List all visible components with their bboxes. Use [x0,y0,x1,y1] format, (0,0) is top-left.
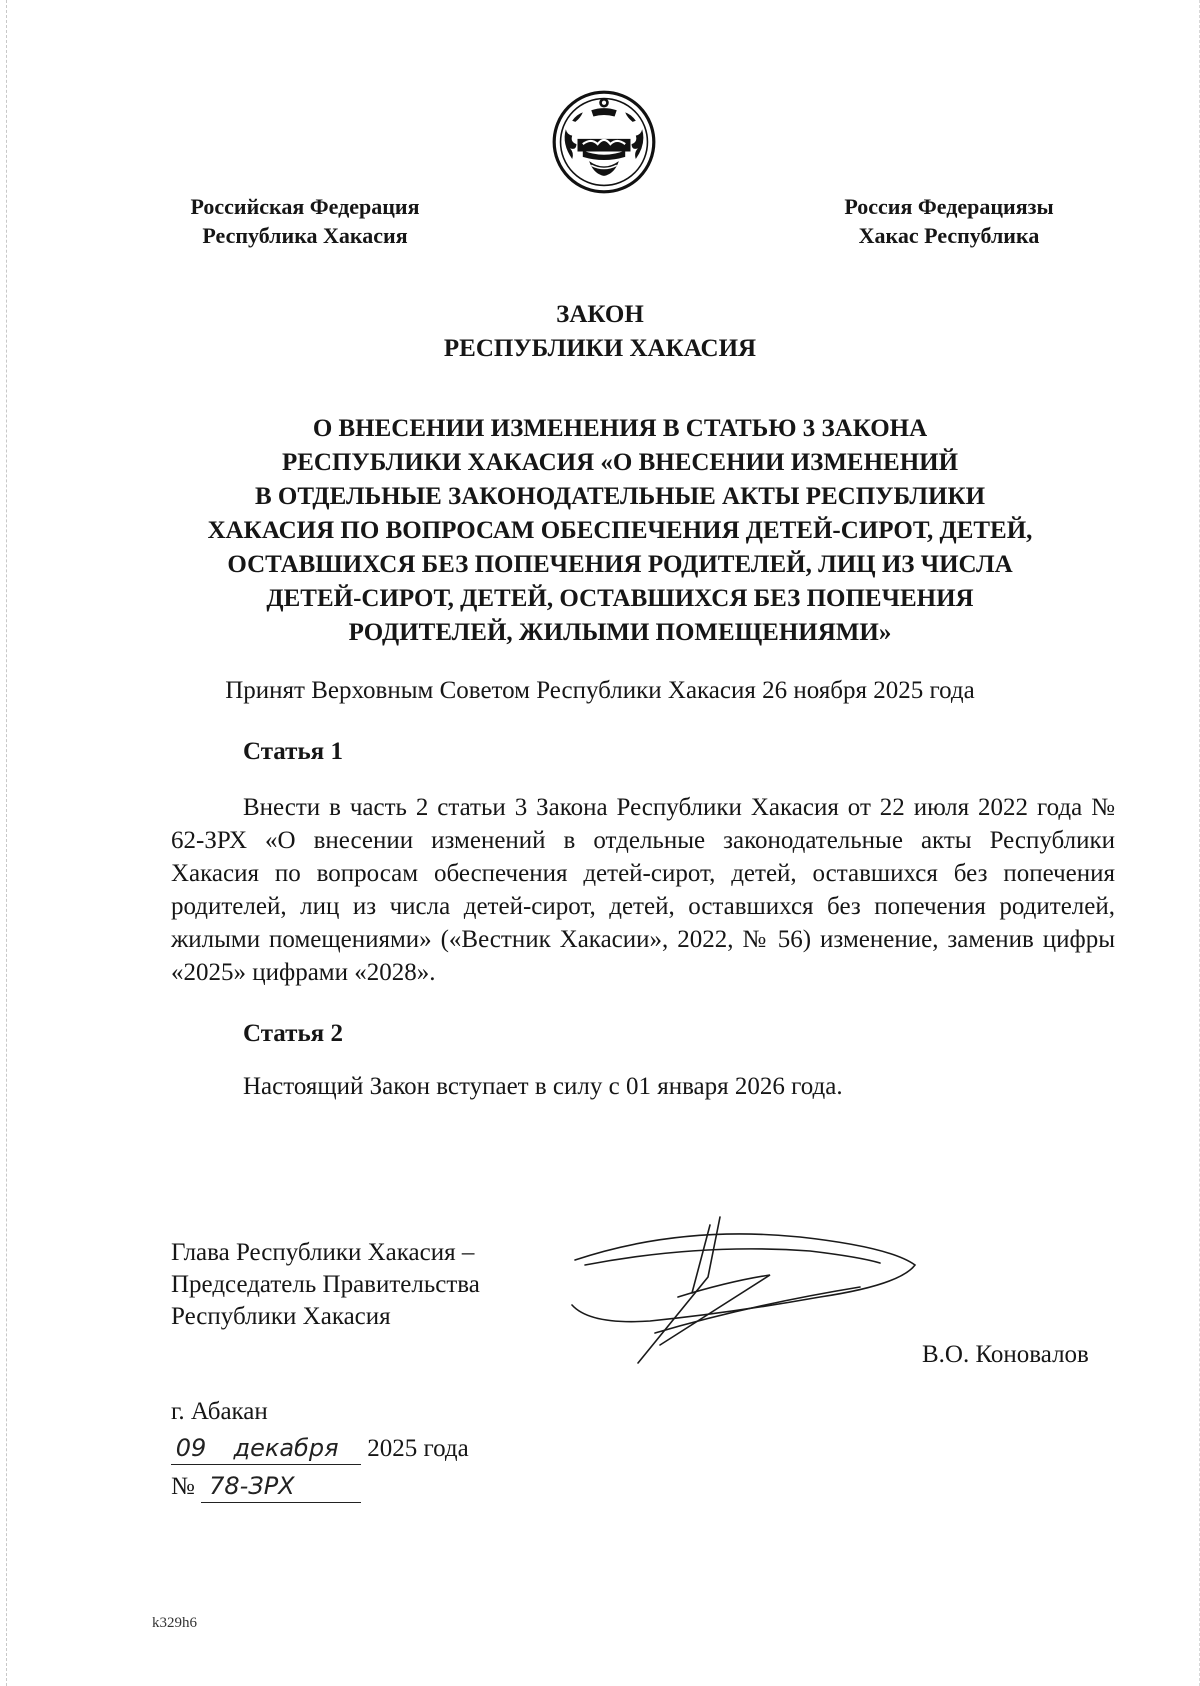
article-2-text: Настоящий Закон вступает в силу с 01 января 2026 года. [243,1073,843,1100]
header-right-khakas [824,192,1074,250]
header-right-line-2: Хакас Республика [858,223,1040,248]
article-1-text: Внести в часть 2 статьи 3 Закона Республики Хакасия от 22 июля 2022 года № 62-ЗРХ «О внесении изменений в отдельные законодательные акты Республики Хакасия по вопросам обеспечения детей-сирот, детей, оставшихся без попечения родителей, лиц из числа детей-сирот, детей, оставшихся без попечения родителей, жилыми помещениями» («Вестник Хакасии», 2022, № 56) изменение, заменив цифры «2025» цифрами «2028». [171,794,1115,986]
signing-date [171,1432,469,1465]
date-year: 2025 года [367,1435,469,1462]
header-left-line-2: Республика Хакасия [202,223,408,248]
subject-line-3: В ОТДЕЛЬНЫЕ ЗАКОНОДАТЕЛЬНЫЕ АКТЫ РЕСПУБЛИКИ [254,483,986,510]
adoption-statement: Принят Верховным Советом Республики Хакасия 26 ноября 2025 года [225,677,975,704]
scan-edge-left [6,0,7,1686]
signatory-role-line-3: Республики Хакасия [171,1303,391,1330]
handwritten-signature [560,1205,930,1375]
number-prefix: № [171,1473,195,1500]
subject-line-7: РОДИТЕЛЕЙ, ЖИЛЫМИ ПОМЕЩЕНИЯМИ» [348,619,892,646]
law-subject-heading [160,412,1080,650]
subject-line-6: ДЕТЕЙ-СИРОТ, ДЕТЕЙ, ОСТАВШИХСЯ БЕЗ ПОПЕЧЕНИЯ [266,585,974,612]
signing-city: г. Абакан [171,1398,268,1425]
subject-line-4: ХАКАСИЯ ПО ВОПРОСАМ ОБЕСПЕЧЕНИЯ ДЕТЕЙ-СИРОТ, ДЕТЕЙ, [207,517,1033,544]
header-left-russian [160,192,450,250]
header-left-line-1: Российская Федерация [190,194,420,219]
subject-line-5: ОСТАВШИХСЯ БЕЗ ПОПЕЧЕНИЯ РОДИТЕЛЕЙ, ЛИЦ ИЗ ЧИСЛА [227,551,1013,578]
signatory-role [171,1237,551,1333]
signatory-role-line-1: Глава Республики Хакасия – [171,1239,475,1266]
signatory-name: В.О. Коновалов [922,1341,1089,1368]
law-number [171,1470,361,1503]
coat-of-arms-emblem [551,89,657,195]
header-right-line-1: Россия Федерациязы [844,194,1054,219]
law-number-handwritten: 78-ЗРХ [201,1470,361,1503]
signatory-role-line-2: Председатель Правительства [171,1271,480,1298]
law-title-line-2: РЕСПУБЛИКИ ХАКАСИЯ [443,335,757,362]
article-2-heading: Статья 2 [243,1020,343,1047]
date-day-handwritten: 09 [171,1432,211,1465]
law-title [0,298,1200,366]
document-id: k329h6 [152,1615,197,1631]
subject-line-1: О ВНЕСЕНИИ ИЗМЕНЕНИЯ В СТАТЬЮ 3 ЗАКОНА [312,415,928,442]
law-title-line-1: ЗАКОН [556,301,644,328]
article-1-heading: Статья 1 [243,738,343,765]
date-month-handwritten: декабря [211,1432,361,1465]
subject-line-2: РЕСПУБЛИКИ ХАКАСИЯ «О ВНЕСЕНИИ ИЗМЕНЕНИЙ [281,449,959,476]
